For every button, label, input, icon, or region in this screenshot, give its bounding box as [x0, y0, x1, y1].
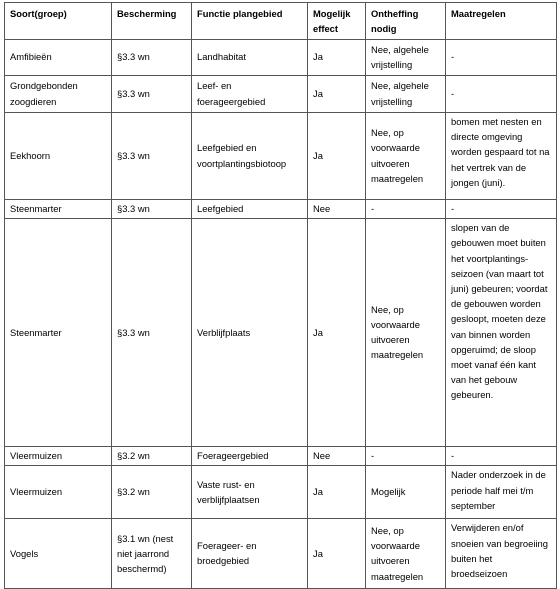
header-row — [5, 3, 557, 40]
cell-species: Eekhoorn — [5, 113, 112, 200]
table-row — [5, 447, 557, 466]
cell-exemption: - — [366, 447, 446, 466]
header-function: Functie plangebied — [192, 3, 308, 40]
cell-protection: §3.3 wn — [112, 219, 192, 447]
cell-measures: - — [446, 447, 557, 466]
cell-protection: §3.3 wn — [112, 113, 192, 200]
table-header — [5, 3, 557, 40]
cell-species: Amfibieën — [5, 40, 112, 76]
table-row — [5, 519, 557, 589]
cell-exemption: Nee, algehele vrijstelling — [366, 76, 446, 113]
cell-function: Leefgebied — [192, 200, 308, 219]
cell-effect: Ja — [308, 76, 366, 113]
table-row — [5, 40, 557, 76]
cell-measures: slopen van de gebouwen moet buiten het voortplantings-seizoen (van maart tot juni) gebeuren; voordat de gebouwen worden gesloopt, moeten deze van binnen worden opgeruimd; de sloop moet vanaf één kant van het gebouw gebeuren. — [446, 219, 557, 447]
cell-protection: §3.2 wn — [112, 447, 192, 466]
cell-measures: Verwijderen en/of snoeien van begroeiing buiten het broedseizoen — [446, 519, 557, 589]
cell-species: Vleermuizen — [5, 447, 112, 466]
cell-exemption: Nee, algehele vrijstelling — [366, 40, 446, 76]
cell-function: Vaste rust- en verblijfplaatsen — [192, 466, 308, 519]
cell-function: Foerageergebied — [192, 447, 308, 466]
table-row — [5, 219, 557, 447]
header-protection: Bescherming — [112, 3, 192, 40]
cell-protection: §3.3 wn — [112, 40, 192, 76]
cell-measures: - — [446, 200, 557, 219]
species-protection-table — [4, 2, 557, 589]
cell-protection: §3.3 wn — [112, 200, 192, 219]
cell-effect: Ja — [308, 113, 366, 200]
cell-measures: bomen met nesten en directe omgeving worden gespaard tot na het vertrek van de jongen (juni). — [446, 113, 557, 200]
cell-function: Foerageer- en broedgebied — [192, 519, 308, 589]
cell-measures: Nader onderzoek in de periode half mei t/m september — [446, 466, 557, 519]
cell-function: Landhabitat — [192, 40, 308, 76]
cell-effect: Ja — [308, 519, 366, 589]
cell-protection: §3.3 wn — [112, 76, 192, 113]
cell-exemption: Mogelijk — [366, 466, 446, 519]
cell-exemption: Nee, op voorwaarde uitvoeren maatregelen — [366, 219, 446, 447]
cell-effect: Ja — [308, 40, 366, 76]
cell-function: Verblijfplaats — [192, 219, 308, 447]
cell-protection: §3.2 wn — [112, 466, 192, 519]
header-exemption: Ontheffing nodig — [366, 3, 446, 40]
cell-species: Vogels — [5, 519, 112, 589]
cell-function: Leef- en foerageergebied — [192, 76, 308, 113]
cell-species: Steenmarter — [5, 200, 112, 219]
cell-species: Vleermuizen — [5, 466, 112, 519]
header-species: Soort(groep) — [5, 3, 112, 40]
cell-effect: Nee — [308, 200, 366, 219]
table-body — [5, 40, 557, 589]
cell-effect: Ja — [308, 219, 366, 447]
table-row — [5, 200, 557, 219]
cell-exemption: - — [366, 200, 446, 219]
cell-protection: §3.1 wn (nest niet jaarrond beschermd) — [112, 519, 192, 589]
table-row — [5, 76, 557, 113]
cell-measures: - — [446, 40, 557, 76]
table-row — [5, 113, 557, 200]
cell-effect: Nee — [308, 447, 366, 466]
cell-exemption: Nee, op voorwaarde uitvoeren maatregelen — [366, 113, 446, 200]
cell-effect: Ja — [308, 466, 366, 519]
cell-species: Steenmarter — [5, 219, 112, 447]
table-row — [5, 466, 557, 519]
cell-measures: - — [446, 76, 557, 113]
cell-species: Grondgebonden zoogdieren — [5, 76, 112, 113]
header-measures: Maatregelen — [446, 3, 557, 40]
header-effect: Mogelijk effect — [308, 3, 366, 40]
cell-exemption: Nee, op voorwaarde uitvoeren maatregelen — [366, 519, 446, 589]
cell-function: Leefgebied en voortplantingsbiotoop — [192, 113, 308, 200]
